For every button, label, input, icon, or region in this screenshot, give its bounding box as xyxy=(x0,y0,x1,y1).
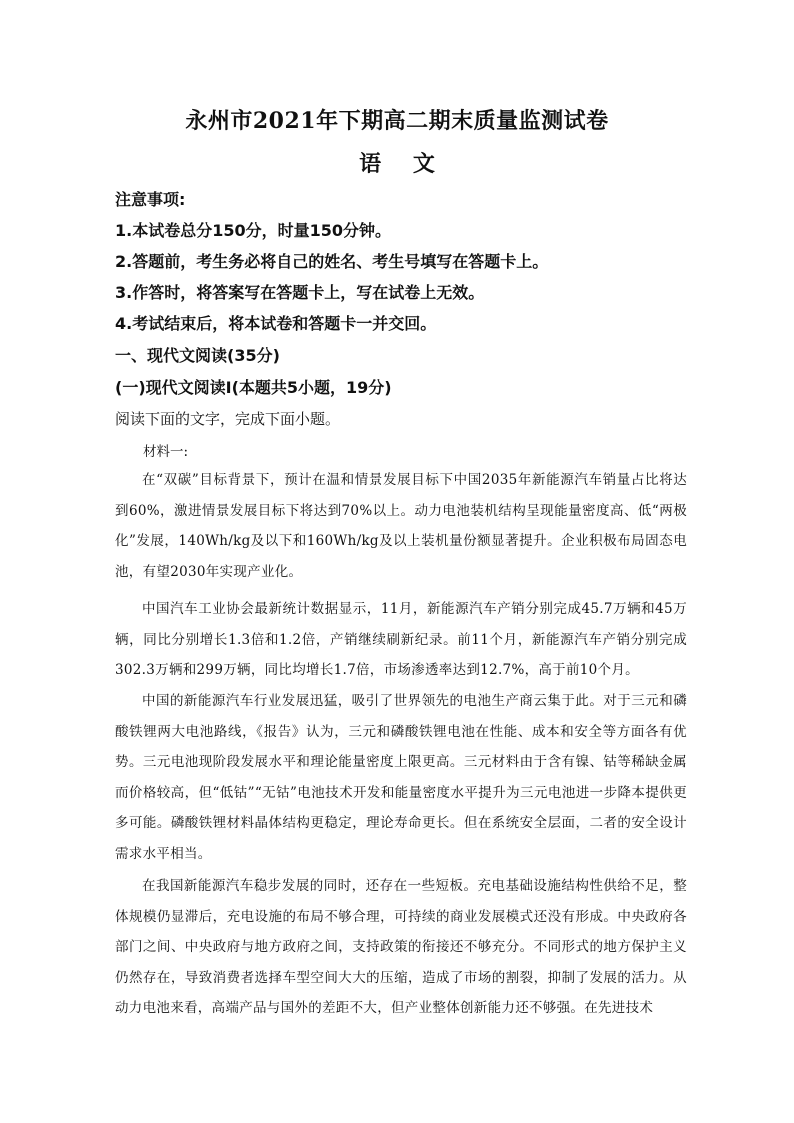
material-paragraph-1: 在“双碳”目标背景下，预计在温和情景发展目标下中国2035年新能源汽车销量占比将达到60%，激进情景发展目标下将达到70%以上。动力电池装机结构呈现能量密度高、低“两极化”发展，140Wh/kg及以下和160Wh/kg及以上装机量份额显著提升。企业积极布局固态电池，有望2030年实现产业化。 xyxy=(115,472,687,580)
subject-title: 语 文 xyxy=(359,151,447,177)
notes-heading: 注意事项: xyxy=(115,190,186,209)
material-paragraph-3: 中国的新能源汽车行业发展迅猛，吸引了世界领先的电池生产商云集于此。对于三元和磷酸铁锂两大电池路线，《报告》认为，三元和磷酸铁锂电池在性能、成本和安全等方面各有优势。三元电池现阶段发展水平和理论能量密度上限更高。三元材料由于含有镍、钴等稀缺金属而价格较高，但“低钴”“无钴”电池技术开发和能量密度水平提升为三元电池进一步降本提供更多可能。磷酸铁锂材料晶体结构更稳定，理论寿命更长。但在系统安全层面，二者的安全设计需求水平相当。 xyxy=(115,693,687,862)
material-paragraph-2: 中国汽车工业协会最新统计数据显示，11月，新能源汽车产销分别完成45.7万辆和45万辆，同比分别增长1.3倍和1.2倍，产销继续刷新纪录。前11个月，新能源汽车产销分别完成302.3万辆和299万辆，同比均增长1.7倍，市场渗透率达到12.7%，高于前10个月。 xyxy=(115,601,687,679)
exam-title: 永州市2021年下期高二期末质量监测试卷 xyxy=(185,108,609,134)
material-paragraph-4: 在我国新能源汽车稳步发展的同时，还存在一些短板。充电基础设施结构性供给不足，整体规模仍显滞后，充电设施的布局不够合理，可持续的商业发展模式还没有形成。中央政府各部门之间、中央政府与地方政府之间，支持政策的衔接还不够充分。不同形式的地方保护主义仍然存在，导致消费者选择车型空间大大的压缩，造成了市场的割裂，抑制了发展的活力。从动力电池来看，高端产品与国外的差距不大，但产业整体创新能力还不够强。在先进技术 xyxy=(115,878,687,1017)
section-heading: 一、现代文阅读(35分) xyxy=(115,346,280,365)
material-label: 材料一: xyxy=(143,444,189,460)
section-subheading: (一)现代文阅读Ⅰ(本题共5小题，19分) xyxy=(115,378,392,397)
note-item-4: 4.考试结束后，将本试卷和答题卡一并交回。 xyxy=(115,314,437,333)
note-item-2: 2.答题前，考生务必将自己的姓名、考生号填写在答题卡上。 xyxy=(115,252,549,271)
note-item-1: 1.本试卷总分150分，时量150分钟。 xyxy=(115,221,392,240)
note-item-3: 3.作答时，将答案写在答题卡上，写在试卷上无效。 xyxy=(115,283,485,302)
reading-instruction: 阅读下面的文字，完成下面小题。 xyxy=(115,410,341,428)
